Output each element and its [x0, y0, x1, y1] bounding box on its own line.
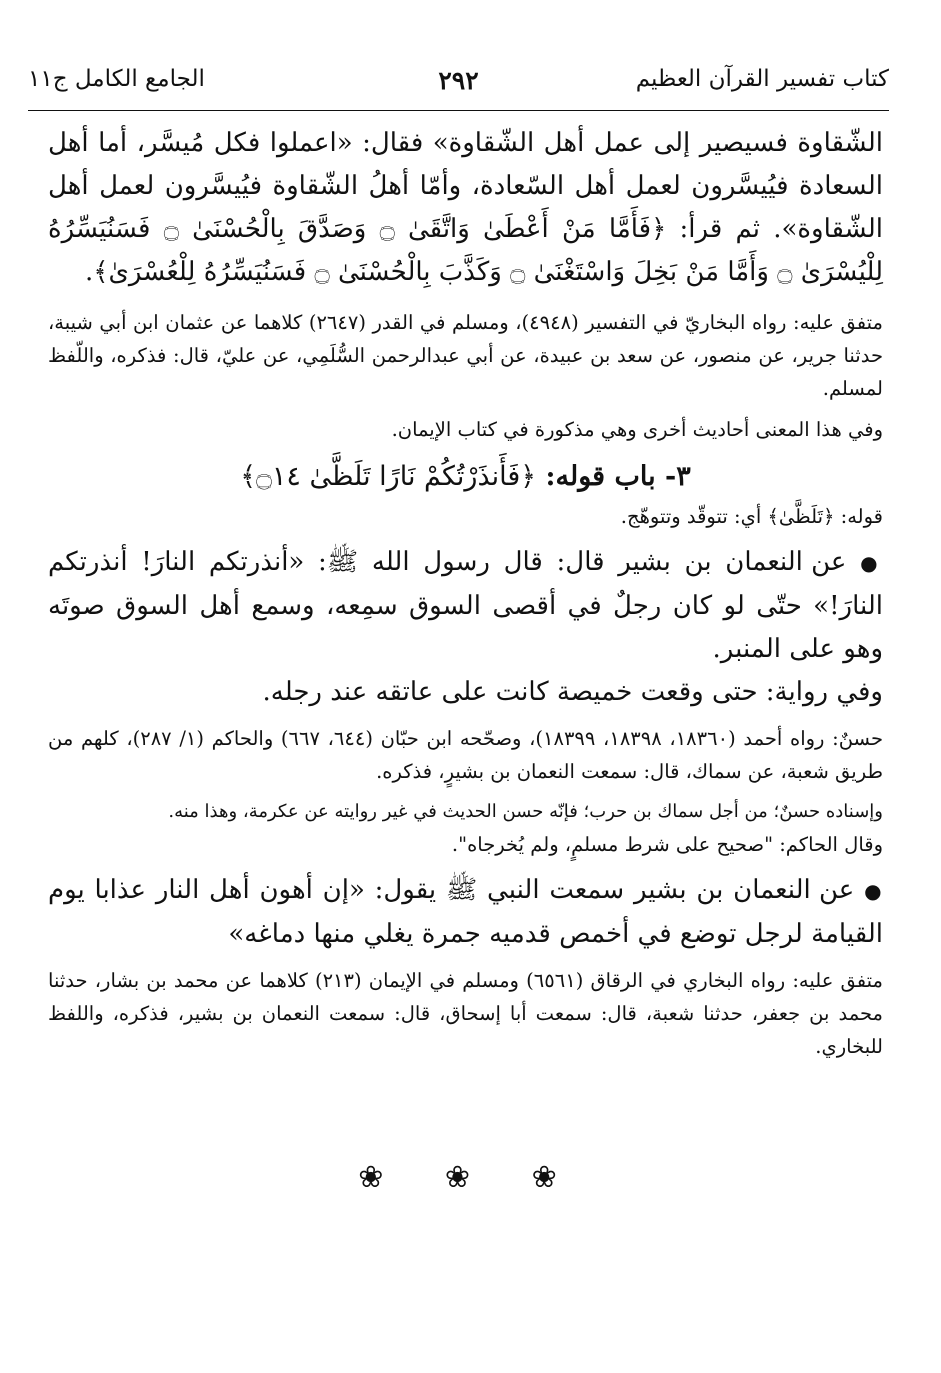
running-header [28, 58, 889, 111]
chapter-heading-label: ٣- باب قوله: [545, 461, 691, 492]
isnad-note: وإسناده حسنٌ؛ من أجل سماك بن حرب؛ فإنّه حسن الحديث في غير روايته عن عكرمة، وهذا منه. [168, 801, 883, 822]
book-title: كتاب تفسير القرآن العظيم [635, 66, 889, 92]
hakim-note: وقال الحاكم: "صحيح على شرط مسلمٍ، ولم يُخرجاه". [451, 833, 883, 856]
volume-title: الجامع الكامل ج١١ [28, 66, 205, 92]
hadith-text: عن النعمان بن بشير قال: قال رسول الله ﷺ: «أنذرتكم النارَ! أنذرتكم النارَ!» حتّى لو كان رجلٌ في أقصى السوق سمِعه، وسمع أهل السوق صوتَه وهو على المنبر. [48, 547, 883, 664]
hadith-paragraph [48, 541, 883, 671]
takhrij-note: متفق عليه: رواه البخاري في الرقاق (٦٥٦١) ومسلم في الإيمان (٢١٣) كلاهما عن محمد بن بشار، حدثنا محمد بن جعفر، حدثنا شعبة، قال: سمعت أبا إسحاق، قال: سمعت النعمان بن بشير، فذكره، واللفظ للبخاري. [48, 969, 883, 1058]
page-number: ٢٩٢ [438, 66, 479, 95]
hadith-text: عن النعمان بن بشير سمعت النبي ﷺ يقول: «إن أهون أهل النار عذابا يوم القيامة لرجل توضع في أخمص قدميه جمرة يغلي منها دماغه» [48, 875, 883, 949]
hadith-paragraph [48, 869, 883, 956]
takhrij-note: حسنٌ: رواه أحمد (١٨٣٦٠، ١٨٣٩٨، ١٨٣٩٩)، وصحّحه ابن حبّان (٦٤٤، ٦٦٧) والحاكم (١/ ٢٨٧)، كلهم من طريق شعبة، عن سماك، قال: سمعت النعمان بن بشيرٍ، فذكره. [48, 727, 884, 783]
bullet-icon: ● [864, 879, 884, 903]
gloss-paragraph: قوله: ﴿تَلَظَّىٰ﴾ أي: تتوقّد وتتوهّج. [620, 505, 883, 528]
section-end-ornament-icon: ❀ ❀ ❀ [358, 1160, 583, 1195]
page-body [48, 122, 883, 1063]
chapter-heading [48, 454, 883, 500]
hadith-variant: وفي رواية: حتى وقعت خميصة كانت على عاتقه عند رجله. [262, 677, 883, 707]
note-paragraph: وفي هذا المعنى أحاديث أخرى وهي مذكورة في كتاب الإيمان. [391, 418, 883, 441]
bullet-icon: ● [860, 551, 884, 575]
takhrij-note: متفق عليه: رواه البخاريّ في التفسير (٤٩٤٨)، ومسلم في القدر (٢٦٤٧) كلاهما عن عثمان ابن أبي شيبة، حدثنا جرير، عن منصور، عن سعد بن عبيدة، عن أبي عبدالرحمن السُّلَمِي، عن عليّ، قال: فذكره، واللّفظ لمسلم. [48, 311, 883, 400]
paragraph-hadith-continuation: الشّقاوة فسيصير إلى عمل أهل الشّقاوة» فقال: «اعملوا فكل مُيسَّر، أما أهل السعادة فيُيسَّرون لعمل أهل السّعادة، وأمّا أهلُ الشّقاوة فيُيسَّرون لعمل أهل الشّقاوة». ثم قرأ: ﴿فَأَمَّا مَنْ أَعْطَىٰ وَاتَّقَىٰ ۝ وَصَدَّقَ بِالْحُسْنَىٰ ۝ فَسَنُيَسِّرُهُ لِلْيُسْرَىٰ ۝ وَأَمَّا مَنْ بَخِلَ وَاسْتَغْنَىٰ ۝ وَكَذَّبَ بِالْحُسْنَىٰ ۝ فَسَنُيَسِّرُهُ لِلْعُسْرَىٰ﴾. [48, 128, 883, 287]
chapter-heading-verse: ﴿فَأَنذَرْتُكُمْ نَارًا تَلَظَّىٰ ۝١٤﴾ [240, 461, 537, 492]
